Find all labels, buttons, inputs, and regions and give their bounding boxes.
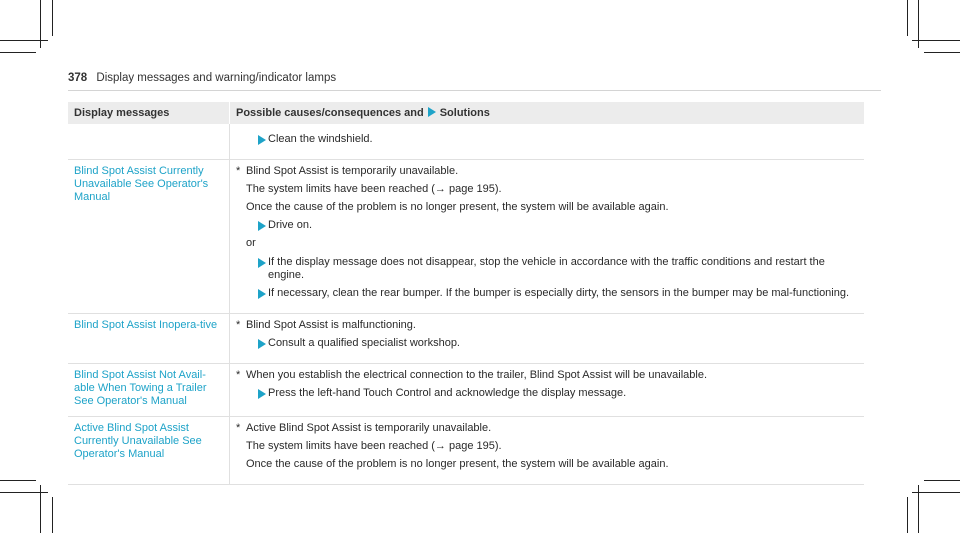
table-header-row <box>68 102 864 124</box>
step-text: Consult a qualified specialist workshop. <box>268 337 460 349</box>
or-text: or <box>246 237 256 249</box>
table-row <box>68 160 864 314</box>
crop-mark <box>52 497 53 533</box>
header-divider <box>68 90 881 91</box>
solution-cell <box>230 364 865 417</box>
column-header-messages: Display messages <box>68 102 230 124</box>
display-messages-table <box>68 102 864 485</box>
crop-mark <box>907 497 908 533</box>
detail-line: The system limits have been reached (→ page 195). <box>246 183 502 195</box>
column-header-causes <box>230 102 865 124</box>
step-text: Press the left-hand Touch Control and acknowledge the display message. <box>268 387 627 399</box>
arrow-right-icon <box>258 135 266 145</box>
arrow-right-icon <box>258 258 266 268</box>
table-row <box>68 314 864 364</box>
cause-text: Blind Spot Assist is malfunctioning. <box>246 319 416 331</box>
cause-text: Active Blind Spot Assist is temporarily unavailable. <box>246 422 492 434</box>
crop-mark <box>52 0 53 36</box>
solution-step <box>236 133 858 146</box>
detail-line: Once the cause of the problem is no longer present, the system will be available again. <box>246 458 669 470</box>
arrow-right-icon <box>258 339 266 349</box>
cause-line <box>236 165 858 178</box>
cause-text: When you establish the electrical connection to the trailer, Blind Spot Assist will be unavailable. <box>246 369 708 381</box>
step-text: If the display message does not disappear, stop the vehicle in accordance with the traffic conditions and restart the engine. <box>268 256 825 281</box>
asterisk: * <box>236 369 241 381</box>
crop-mark <box>924 480 960 481</box>
step-text: Clean the windshield. <box>268 133 373 145</box>
message-cell: Active Blind Spot Assist Currently Unavailable See Operator's Manual <box>68 417 230 485</box>
arrow-right-icon <box>258 289 266 299</box>
solution-step <box>236 287 858 300</box>
solution-cell <box>230 314 865 364</box>
crop-mark <box>0 492 48 493</box>
cause-line <box>236 369 858 382</box>
table-row <box>68 124 864 160</box>
column-header-causes-text: Possible causes/consequences and <box>236 107 424 119</box>
crop-mark <box>924 52 960 53</box>
message-cell <box>68 124 230 160</box>
step-text: Drive on. <box>268 219 313 231</box>
crop-mark <box>912 40 960 41</box>
asterisk: * <box>236 319 241 331</box>
solution-step <box>236 256 858 282</box>
cause-line <box>236 319 858 332</box>
arrow-right-icon <box>258 221 266 231</box>
crop-mark <box>912 492 960 493</box>
crop-mark <box>0 480 36 481</box>
solution-cell <box>230 124 865 160</box>
cause-line <box>236 422 858 435</box>
step-text: If necessary, clean the rear bumper. If the bumper is especially dirty, the sensors in the bumper may be mal-functioning. <box>268 287 850 299</box>
section-title: Display messages and warning/indicator lamps <box>96 72 337 84</box>
column-header-solutions: Solutions <box>439 107 490 119</box>
asterisk: * <box>236 422 241 434</box>
detail-line: The system limits have been reached (→ page 195). <box>246 440 502 452</box>
detail-line: Once the cause of the problem is no longer present, the system will be available again. <box>246 201 669 213</box>
solution-step <box>236 337 858 350</box>
asterisk: * <box>236 165 241 177</box>
page-number: 378 <box>68 72 88 84</box>
solution-step <box>236 219 858 232</box>
solution-cell <box>230 417 865 485</box>
message-cell: Blind Spot Assist Inopera-tive <box>68 314 230 364</box>
arrow-right-icon <box>428 107 436 117</box>
crop-mark <box>0 52 36 53</box>
table-row <box>68 417 864 485</box>
solution-cell <box>230 160 865 314</box>
message-cell: Blind Spot Assist Not Avail-able When Towing a Trailer See Operator's Manual <box>68 364 230 417</box>
table-row <box>68 364 864 417</box>
arrow-right-icon <box>258 389 266 399</box>
message-cell: Blind Spot Assist Currently Unavailable See Operator's Manual <box>68 160 230 314</box>
crop-mark <box>907 0 908 36</box>
cause-text: Blind Spot Assist is temporarily unavailable. <box>246 165 459 177</box>
page-header <box>68 72 336 84</box>
crop-mark <box>0 40 48 41</box>
solution-step <box>236 387 858 400</box>
